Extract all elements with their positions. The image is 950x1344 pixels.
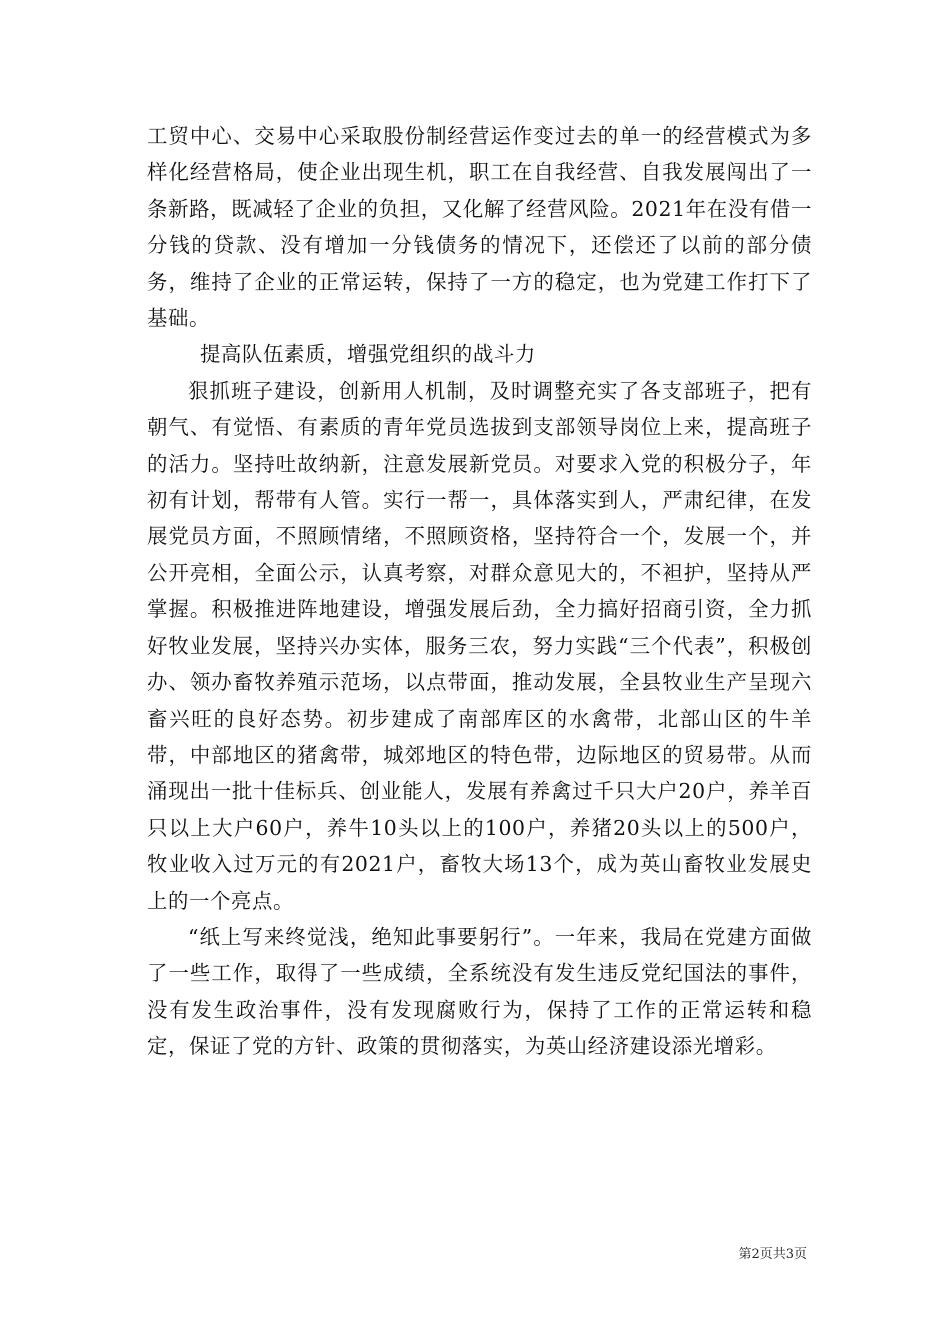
paragraph-conclusion: “纸上写来终觉浅，绝知此事要躬行”。一年来，我局在党建方面做了一些工作，取得了一些成绩，全系统没有发生违反党纪国法的事件，没有发生政治事件，没有发现腐败行为，保持了工作的正常运转和稳定，保证了党的方针、政策的贯彻落实，为英山经济建设添光增彩。 — [147, 924, 812, 1059]
paragraph-continuation: 工贸中心、交易中心采取股份制经营运作变过去的单一的经营模式为多样化经营格局，使企业出现生机，职工在自我经营、自我发展闯出了一条新路，既减轻了企业的负担，又化解了经营风险。2021年在没有借一分钱的贷款、没有增加一分钱债务的情况下，还偿还了以前的部分债务，维持了企业的正常运转，保持了一方的稳定，也为党建工作打下了基础。 — [147, 124, 812, 331]
document-body — [147, 118, 812, 1065]
section-heading: 提高队伍素质，增强党组织的战斗力 — [200, 342, 536, 367]
page-number: 第2页共3页 — [738, 1247, 807, 1262]
paragraph-team-building: 狠抓班子建设，创新用人机制，及时调整充实了各支部班子，把有朝气、有觉悟、有素质的青年党员选拔到支部领导岗位上来，提高班子的活力。坚持吐故纳新，注意发展新党员。对要求入党的积极分子，年初有计划，帮带有人管。实行一帮一，具体落实到人，严肃纪律，在发展党员方面，不照顾情绪，不照顾资格，坚持符合一个，发展一个，并公开亮相，全面公示，认真考察，对群众意见大的，不袒护，坚持从严掌握。积极推进阵地建设，增强发展后劲，全力搞好招商引资，全力抓好牧业发展，坚持兴办实体，服务三农，努力实践“三个代表”，积极创办、领办畜牧养殖示范场，以点带面，推动发展，全县牧业生产呈现六畜兴旺的良好态势。初步建成了南部库区的水禽带，北部山区的牛羊带，中部地区的猪禽带，城郊地区的特色带，边际地区的贸易带。从而涌现出一批十佳标兵、创业能人，发展有养禽过千只大户20户，养羊百只以上大户60户，养牛10头以上的100户，养猪20头以上的500户，牧业收入过万元的有2021户，畜牧大场13个，成为英山畜牧业发展史上的一个亮点。 — [147, 378, 812, 913]
